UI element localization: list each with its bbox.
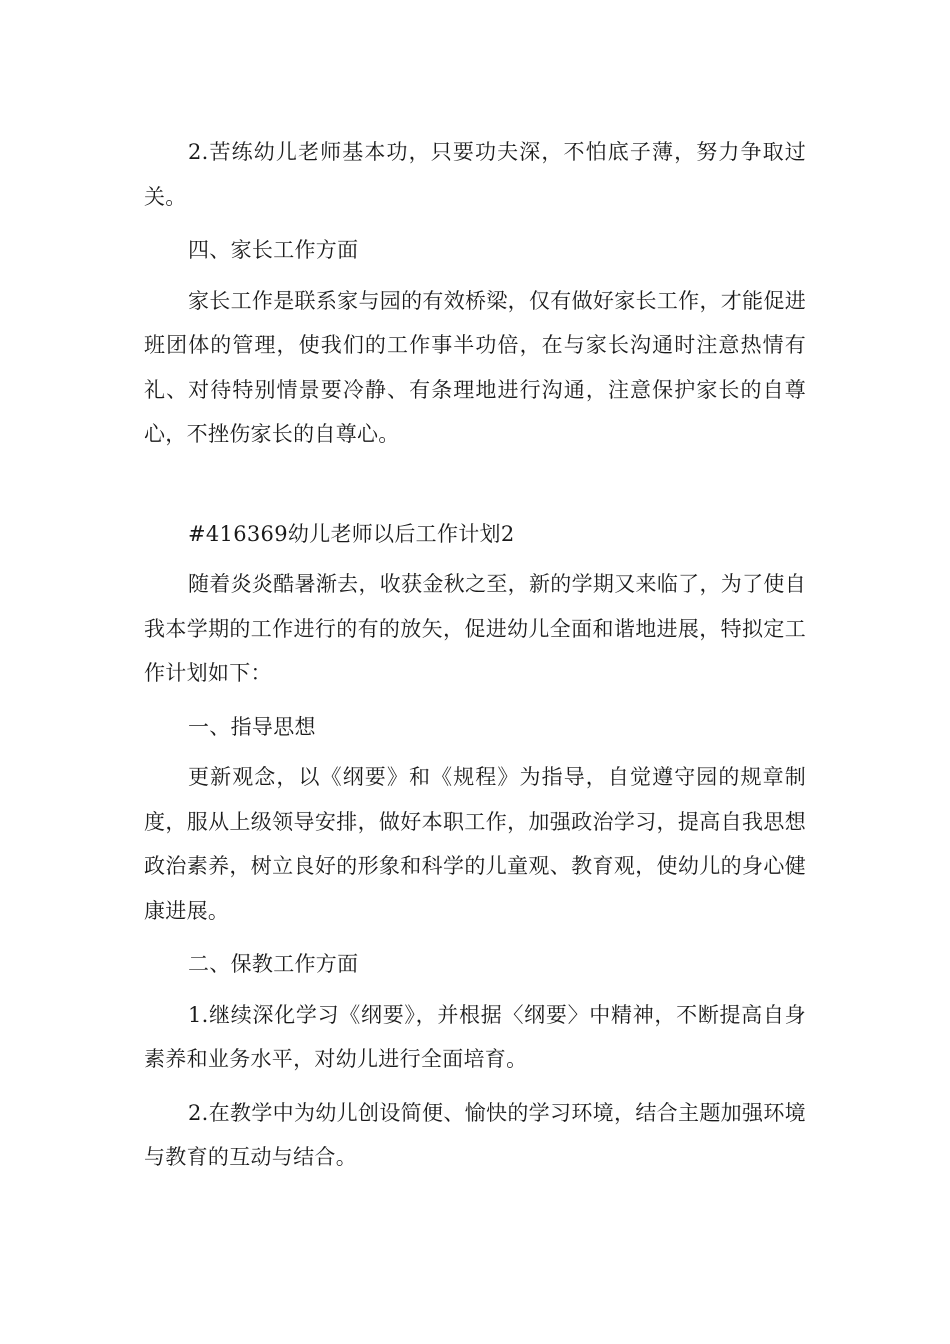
heading-guiding-ideology: 一、指导思想 (188, 714, 316, 739)
paragraph-parent-work: 家长工作是联系家与园的有效桥梁，仅有做好家长工作，才能促进班团体的管理，使我们的工作事半功倍，在与家长沟通时注意热情有礼、对待特别情景要冷静、有条理地进行沟通，注意保护家长的自尊心，不挫伤家长的自尊心。 (144, 288, 806, 446)
paragraph-intro: 随着炎炎酷暑渐去，收获金秋之至，新的学期又来临了，为了使自我本学期的工作进行的有的放矢，促进幼儿全面和谐地进展，特拟定工作计划如下： (144, 572, 806, 685)
heading-parent-work: 四、家长工作方面 (188, 238, 359, 262)
paragraph-practice-skills: 2.苦练幼儿老师基本功，只要功夫深，不怕底子薄，努力争取过关。 (144, 140, 806, 209)
paragraph-item-2: 2.在教学中为幼儿创设简便、愉快的学习环境，结合主题加强环境与教育的互动与结合。 (144, 1100, 806, 1169)
heading-care-education: 二、保教工作方面 (188, 952, 359, 976)
section-gap (144, 466, 806, 512)
document-body (144, 130, 806, 1189)
paragraph-guiding-ideology: 更新观念，以《纲要》和《规程》为指导，自觉遵守园的规章制度，服从上级领导安排，做好本职工作，加强政治学习，提高自我思想政治素养，树立良好的形象和科学的儿童观、教育观，使幼儿的身心健康进展。 (144, 765, 806, 923)
section-title: #416369幼儿老师以后工作计划2 (188, 521, 515, 546)
paragraph-item-1: 1.继续深化学习《纲要》，并根据〈纲要〉中精神，不断提高自身素养和业务水平，对幼儿进行全面培育。 (144, 1002, 806, 1071)
